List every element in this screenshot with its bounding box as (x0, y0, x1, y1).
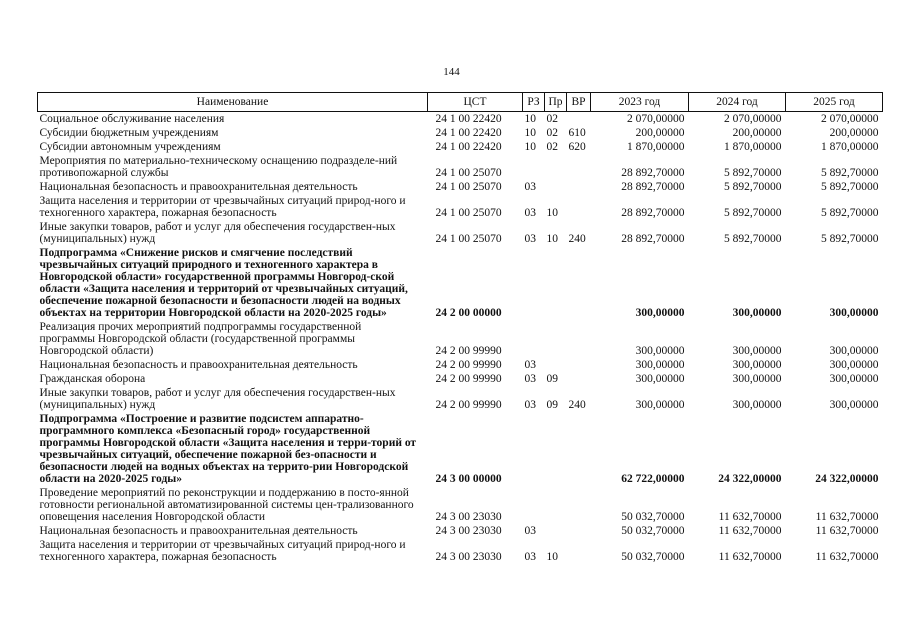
cell-vr: 240 (568, 399, 586, 411)
cell-pr: 09 (546, 373, 558, 385)
cell-rz: 03 (524, 525, 536, 537)
cell-2024: 5 892,70000 (724, 181, 782, 193)
cell-2024: 11 632,70000 (718, 511, 782, 523)
cell-vr (567, 194, 591, 220)
cell-2023: 1 870,00000 (627, 141, 685, 153)
table-row (38, 320, 883, 358)
cell-rz: 03 (524, 207, 536, 219)
cell-name: Национальная безопасность и правоохранительная деятельность (39, 525, 358, 537)
header-2025: 2025 год (786, 93, 883, 112)
cell-vr: 240 (568, 233, 586, 245)
cell-name: Национальная безопасность и правоохранительная деятельность (39, 359, 358, 371)
cell-2023: 300,00000 (635, 373, 685, 385)
cell-2024: 300,00000 (732, 307, 782, 319)
cell-vr (567, 154, 591, 180)
table-row (38, 486, 883, 524)
table-header-row (38, 93, 883, 112)
cell-pr: 10 (546, 551, 558, 563)
cell-2024: 11 632,70000 (718, 525, 782, 537)
cell-vr (567, 112, 591, 127)
cell-pr: 02 (546, 127, 558, 139)
cell-cst: 24 1 00 25070 (435, 167, 502, 179)
header-name: Наименование (38, 93, 428, 112)
header-cst: ЦСТ (428, 93, 523, 112)
cell-name: Подпрограмма «Снижение рисков и смягчение последствий чрезвычайных ситуаций природного и техногенного характера в Новгородской области» государственной программы Новгород-ской области «Защита населения и территорий от чрезвычайных ситуаций, обеспечение пожарной безопасности и безопасности людей на водных объектах на территории Новгородской области на 2020-2025 годы» (39, 247, 408, 319)
table-row (38, 358, 883, 372)
table-row (38, 372, 883, 386)
cell-cst: 24 2 00 99990 (435, 359, 502, 371)
cell-2023: 62 722,00000 (621, 473, 685, 485)
table-row (38, 412, 883, 486)
cell-rz: 03 (524, 373, 536, 385)
table-row (38, 386, 883, 412)
cell-2025: 300,00000 (829, 345, 879, 357)
cell-2023: 28 892,70000 (621, 181, 685, 193)
cell-2024: 300,00000 (732, 345, 782, 357)
cell-2024: 300,00000 (732, 359, 782, 371)
cell-2024: 5 892,70000 (724, 233, 782, 245)
cell-2025: 5 892,70000 (821, 233, 879, 245)
cell-rz: 03 (524, 359, 536, 371)
cell-name: Субсидии бюджетным учреждениям (39, 127, 219, 139)
cell-cst: 24 1 00 25070 (435, 207, 502, 219)
cell-2025: 200,00000 (829, 127, 879, 139)
cell-name: Иные закупки товаров, работ и услуг для обеспечения государствен-ных (муниципальных) нужд (39, 221, 396, 245)
cell-vr (567, 538, 591, 564)
cell-name: Национальная безопасность и правоохранительная деятельность (39, 181, 358, 193)
cell-vr (567, 486, 591, 524)
cell-rz (523, 246, 545, 320)
cell-2025: 5 892,70000 (821, 181, 879, 193)
cell-vr (567, 372, 591, 386)
cell-pr (545, 180, 567, 194)
cell-2023: 50 032,70000 (621, 551, 685, 563)
cell-2025: 2 070,00000 (821, 113, 879, 125)
cell-name: Социальное обслуживание населения (39, 113, 225, 125)
cell-rz (523, 486, 545, 524)
table-row (38, 538, 883, 564)
cell-2025: 11 632,70000 (815, 551, 879, 563)
cell-name: Проведение мероприятий по реконструкции и поддержанию в посто-янной готовности региональной автоматизированной системы цен-трализованного оповещения населения Новгородской области (39, 487, 414, 523)
header-pr: Пр (545, 93, 567, 112)
cell-2025: 11 632,70000 (815, 525, 879, 537)
cell-2025: 300,00000 (829, 399, 879, 411)
cell-2024: 1 870,00000 (724, 141, 782, 153)
cell-2024: 300,00000 (732, 399, 782, 411)
table-row (38, 180, 883, 194)
cell-cst: 24 1 00 22420 (435, 113, 502, 125)
cell-2024: 11 632,70000 (718, 551, 782, 563)
cell-2024: 24 322,00000 (718, 473, 782, 485)
cell-2024: 2 070,00000 (724, 113, 782, 125)
cell-rz: 03 (524, 399, 536, 411)
cell-2025: 5 892,70000 (821, 207, 879, 219)
cell-pr: 09 (546, 399, 558, 411)
cell-2023: 28 892,70000 (621, 233, 685, 245)
cell-2024: 5 892,70000 (724, 207, 782, 219)
cell-name: Реализация прочих мероприятий подпрограммы государственной программы Новгородской области (государственной программы Новгородской области) (39, 321, 362, 357)
cell-cst: 24 2 00 00000 (435, 307, 502, 319)
cell-2025: 300,00000 (829, 307, 879, 319)
cell-2023: 200,00000 (635, 127, 685, 139)
cell-rz: 10 (524, 113, 536, 125)
cell-2023: 28 892,70000 (621, 207, 685, 219)
cell-pr (545, 524, 567, 538)
cell-cst: 24 1 00 25070 (435, 233, 502, 245)
cell-pr (545, 412, 567, 486)
cell-rz (523, 412, 545, 486)
header-2024: 2024 год (689, 93, 786, 112)
cell-2023: 300,00000 (635, 359, 685, 371)
header-rz: РЗ (523, 93, 545, 112)
cell-2023: 28 892,70000 (621, 167, 685, 179)
cell-cst: 24 3 00 23030 (435, 511, 502, 523)
cell-2023: 2 070,00000 (627, 113, 685, 125)
cell-name: Мероприятия по материально-техническому оснащению подразделе-ний противопожарной службы (39, 155, 398, 179)
cell-rz (523, 320, 545, 358)
cell-vr: 610 (568, 127, 586, 139)
table-body (38, 112, 883, 565)
cell-cst: 24 3 00 23030 (435, 525, 502, 537)
cell-cst: 24 3 00 23030 (435, 551, 502, 563)
cell-vr (567, 180, 591, 194)
cell-pr (545, 486, 567, 524)
cell-vr (567, 358, 591, 372)
cell-2025: 5 892,70000 (821, 167, 879, 179)
cell-pr: 02 (546, 141, 558, 153)
cell-pr: 10 (546, 233, 558, 245)
cell-rz: 03 (524, 551, 536, 563)
cell-2024: 300,00000 (732, 373, 782, 385)
cell-vr (567, 246, 591, 320)
cell-name: Гражданская оборона (39, 373, 146, 385)
cell-name: Подпрограмма «Построение и развитие подсистем аппаратно-программного комплекса «Безопасный город» государственной программы Новгородской области «Защита населения и терри-торий от чрезвычайных ситуаций, обеспечение пожарной без-опасности и безопасности людей на водных объектах на террито-рии Новгородской области на 2020-2025 годы» (39, 413, 417, 485)
cell-name: Защита населения и территории от чрезвычайных ситуаций природ-ного и техногенного характера, пожарная безопасность (39, 539, 406, 563)
cell-pr (545, 320, 567, 358)
cell-2023: 50 032,70000 (621, 525, 685, 537)
table-row (38, 524, 883, 538)
table-row (38, 126, 883, 140)
cell-pr (545, 154, 567, 180)
cell-pr (545, 246, 567, 320)
cell-rz: 10 (524, 141, 536, 153)
cell-2023: 300,00000 (635, 307, 685, 319)
cell-2023: 300,00000 (635, 399, 685, 411)
page-number: 144 (443, 66, 460, 78)
table-row (38, 140, 883, 154)
cell-cst: 24 3 00 00000 (435, 473, 502, 485)
table-row (38, 194, 883, 220)
table-row (38, 112, 883, 127)
cell-rz: 03 (524, 233, 536, 245)
cell-vr (567, 524, 591, 538)
cell-2024: 200,00000 (732, 127, 782, 139)
cell-rz: 10 (524, 127, 536, 139)
cell-2025: 24 322,00000 (815, 473, 879, 485)
table-row (38, 246, 883, 320)
cell-cst: 24 2 00 99990 (435, 373, 502, 385)
cell-2023: 50 032,70000 (621, 511, 685, 523)
cell-rz: 03 (524, 181, 536, 193)
cell-vr (567, 320, 591, 358)
cell-2024: 5 892,70000 (724, 167, 782, 179)
cell-cst: 24 1 00 22420 (435, 141, 502, 153)
cell-2025: 1 870,00000 (821, 141, 879, 153)
cell-rz (523, 154, 545, 180)
table-row (38, 154, 883, 180)
cell-cst: 24 2 00 99990 (435, 399, 502, 411)
cell-2025: 11 632,70000 (815, 511, 879, 523)
cell-pr: 02 (546, 113, 558, 125)
cell-name: Субсидии автономным учреждениям (39, 141, 221, 153)
cell-pr: 10 (546, 207, 558, 219)
cell-name: Защита населения и территории от чрезвычайных ситуаций природ-ного и техногенного характера, пожарная безопасность (39, 195, 406, 219)
cell-cst: 24 1 00 25070 (435, 181, 502, 193)
header-2023: 2023 год (591, 93, 689, 112)
table-row (38, 220, 883, 246)
budget-table (37, 92, 883, 564)
cell-name: Иные закупки товаров, работ и услуг для обеспечения государствен-ных (муниципальных) нужд (39, 387, 396, 411)
cell-cst: 24 2 00 99990 (435, 345, 502, 357)
cell-pr (545, 358, 567, 372)
cell-2025: 300,00000 (829, 373, 879, 385)
header-vr: ВР (567, 93, 591, 112)
cell-cst: 24 1 00 22420 (435, 127, 502, 139)
cell-2023: 300,00000 (635, 345, 685, 357)
cell-vr (567, 412, 591, 486)
cell-2025: 300,00000 (829, 359, 879, 371)
cell-vr: 620 (568, 141, 586, 153)
